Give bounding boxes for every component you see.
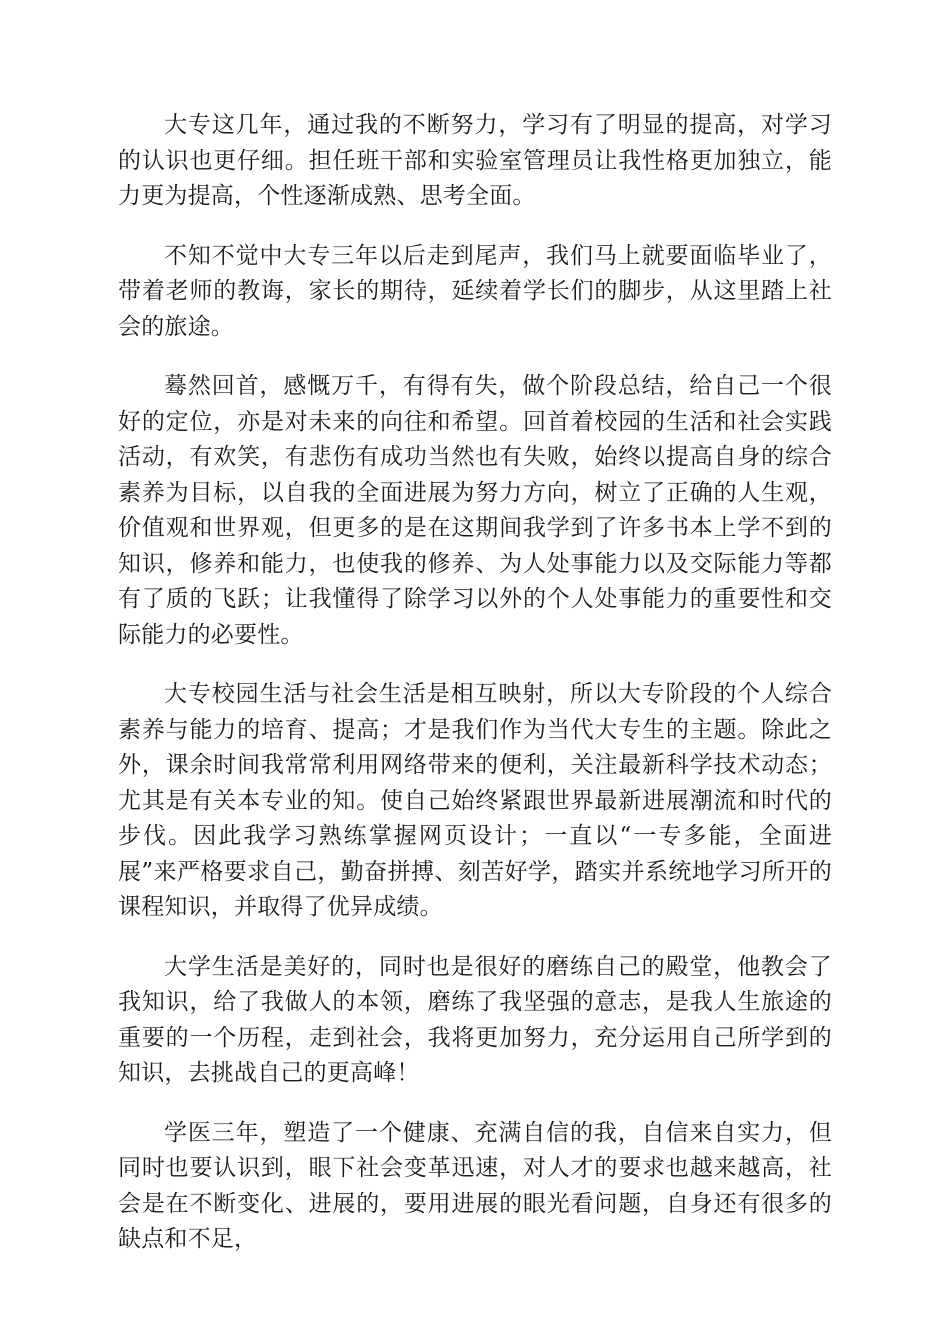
paragraph-2: 不知不觉中大专三年以后走到尾声，我们马上就要面临毕业了，带着老师的教诲，家长的期待，延续着学长们的脚步，从这里踏上社会的旅途。 <box>118 242 832 340</box>
paragraph-6: 学医三年，塑造了一个健康、充满自信的我，自信来自实力，但同时也要认识到，眼下社会变革迅速，对人才的要求也越来越高，社会是在不断变化、进展的，要用进展的眼光看问题，自身还有很多的缺点和不足， <box>118 1119 832 1252</box>
paragraph-3: 蓦然回首，感慨万千，有得有失，做个阶段总结，给自己一个很好的定位，亦是对未来的向往和希望。回首着校园的生活和社会实践活动，有欢笑，有悲伤有成功当然也有失败，始终以提高自身的综合素养为目标，以自我的全面进展为努力方向，树立了正确的人生观，价值观和世界观，但更多的是在这期间我学到了许多书本上学不到的知识，修养和能力，也使我的修养、为人处事能力以及交际能力等都有了质的飞跃；让我懂得了除学习以外的个人处事能力的重要性和交际能力的必要性。 <box>118 373 832 648</box>
paragraph-1: 大专这几年，通过我的不断努力，学习有了明显的提高，对学习的认识也更仔细。担任班干部和实验室管理员让我性格更加独立，能力更为提高，个性逐渐成熟、思考全面。 <box>118 112 832 209</box>
paragraph-4: 大专校园生活与社会生活是相互映射，所以大专阶段的个人综合素养与能力的培育、提高；才是我们作为当代大专生的主题。除此之外，课余时间我常常利用网络带来的便利，关注最新科学技术动态；尤其是有关本专业的知。使自己始终紧跟世界最新进展潮流和时代的步伐。因此我学习熟练掌握网页设计；一直以“一专多能，全面进展”来严格要求自己，勤奋拼搏、刻苦好学，踏实并系统地学习所开的课程知识，并取得了优异成绩。 <box>118 681 832 920</box>
document-body <box>118 108 832 1282</box>
paragraph-5: 大学生活是美好的，同时也是很好的磨练自己的殿堂，他教会了我知识，给了我做人的本领，磨练了我坚强的意志，是我人生旅途的重要的一个历程，走到社会，我将更加努力，充分运用自己所学到的知识，去挑战自己的更高峰！ <box>118 953 832 1086</box>
